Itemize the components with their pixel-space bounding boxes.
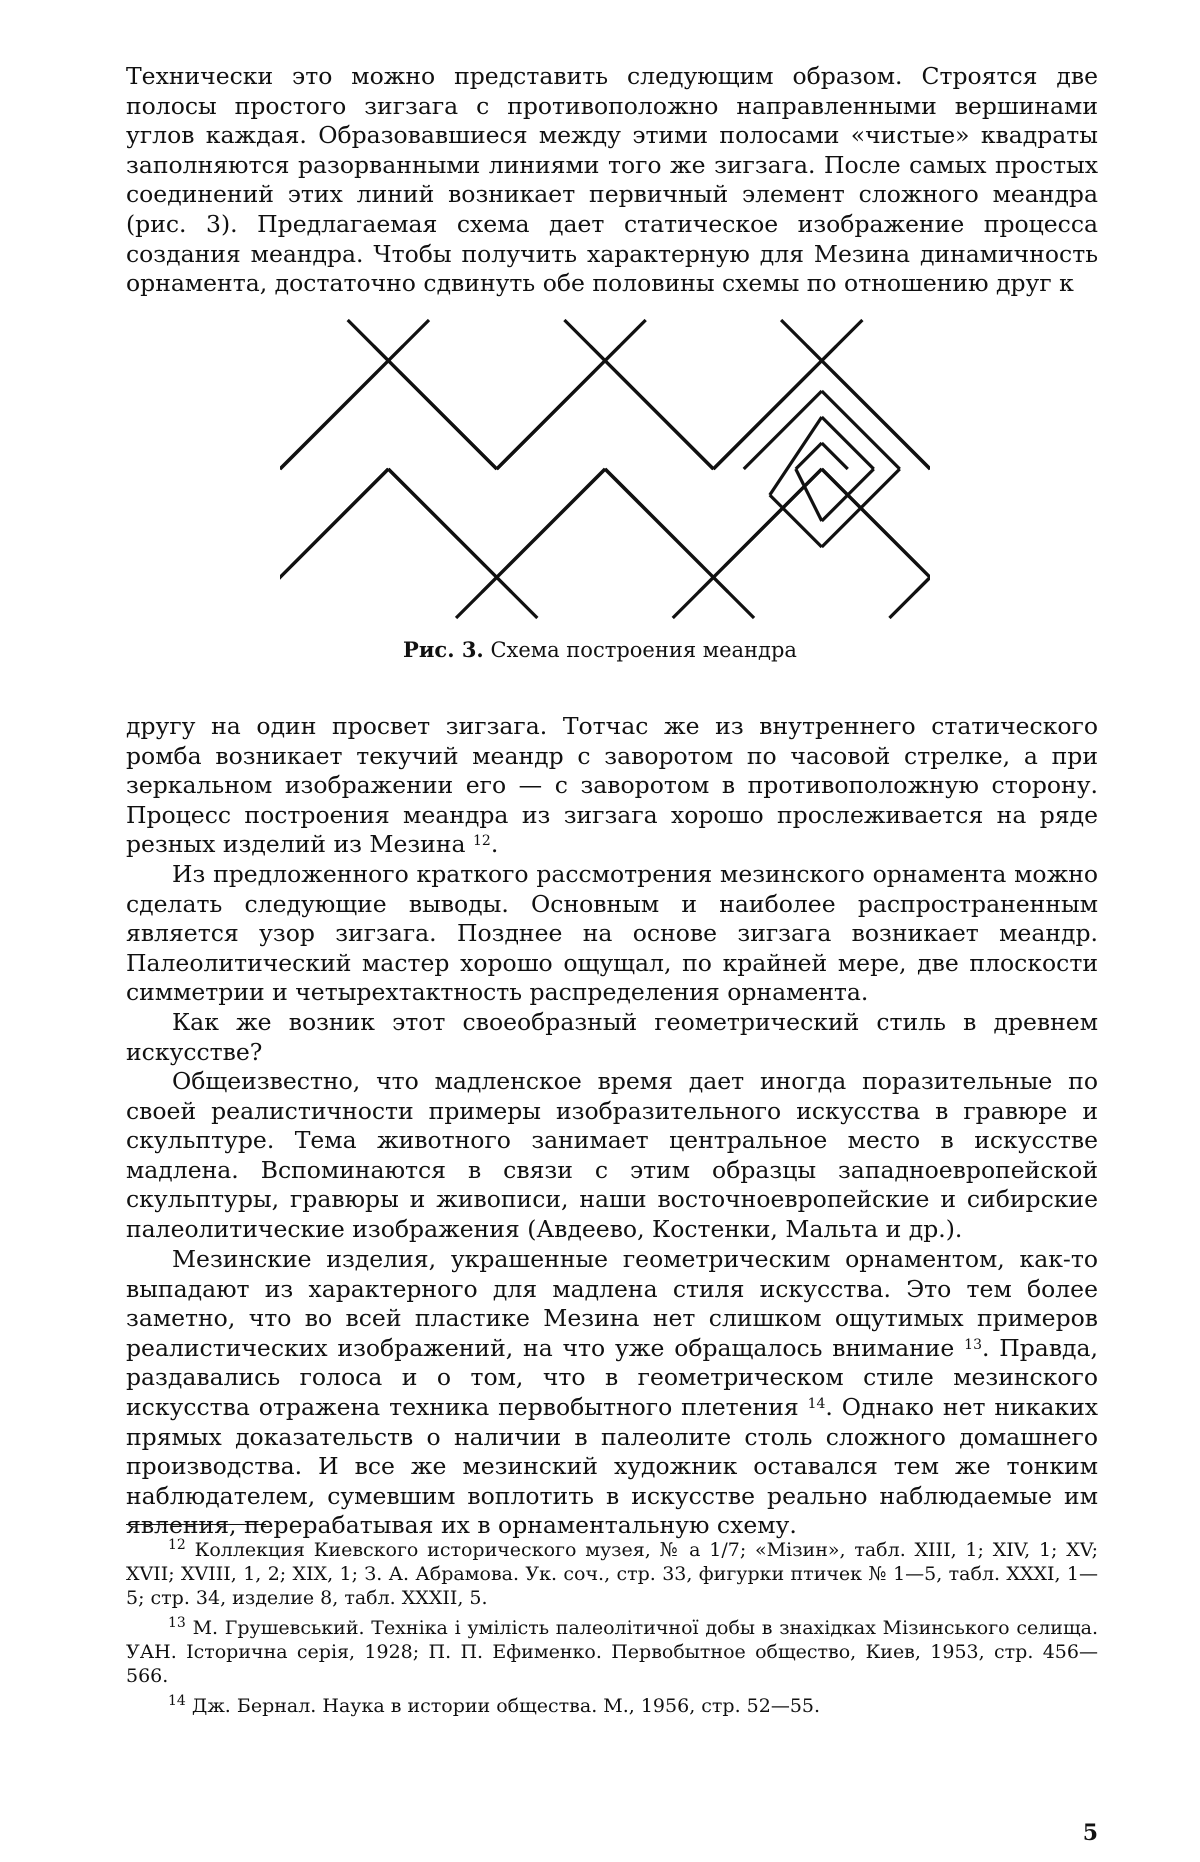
meander-spiral-line [822, 417, 874, 469]
page-number: 5 [1082, 1820, 1098, 1846]
footnote-divider [126, 1524, 266, 1525]
paragraph-1 [126, 62, 1098, 299]
zigzag-bottom-line [605, 469, 624, 488]
meander-spiral-line [796, 443, 822, 469]
paragraph-3 [126, 860, 1098, 1008]
figure-caption-label: Рис. 3. [403, 637, 484, 662]
paragraph-6-text-b: . Правда, раздавались голоса и о том, что в геометрическом стиле мезинского искусства отражена техника первобытного плетения [126, 1333, 1098, 1421]
footnote-14-text: Дж. Бернал. Наука в истории общества. М., 1956, стр. 52—55. [191, 1695, 821, 1717]
paragraph-6-text-c: . Однако нет никаких прямых доказательств о наличии в палеолите столь сложного домашнего производства. И все же мезинский художник оставался тем же тонким наблюдателем, сумевшим воплотить в искусстве реально наблюдаемые им явления, перерабатывая их в орнаментальную схему. [126, 1392, 1098, 1540]
meander-figure [280, 318, 930, 620]
footnote-14 [126, 1694, 1098, 1718]
zigzag-bottom-line [280, 469, 388, 618]
footnote-ref-13[interactable]: 13 [964, 1336, 982, 1353]
zigzag-bottom-line [822, 469, 841, 488]
zigzag-top-line [497, 450, 516, 469]
footnote-ref-14[interactable]: 14 [807, 1395, 826, 1412]
footnote-13-number: 13 [168, 1615, 186, 1631]
paragraph-2-end: . [490, 830, 499, 859]
zigzag-top-line [713, 450, 732, 469]
footnote-ref-12[interactable]: 12 [473, 833, 491, 850]
paragraph-5 [126, 1067, 1098, 1245]
paragraph-3-text: Из предложенного краткого рассмотрения мезинского орнамента можно сделать следующие выводы. Основным и наиболее распространенным является узор зигзага. Позднее на основе зигзага возникает меандр. Палеолитический мастер хорошо ощущал, по крайней мере, две плоскости симметрии и четырехтактность распределения орнамента. [126, 860, 1098, 1007]
zigzag-bottom-line [369, 469, 388, 488]
zigzag-bottom-line [586, 469, 605, 488]
meander-scheme-drawing [280, 318, 930, 620]
footnote-12 [126, 1538, 1098, 1610]
paragraph-6 [126, 1245, 1098, 1541]
footnote-13-text: М. Грушевський. Техніка і умілість палеолітичної добы в знахідках Мізинського селища. УАН. Історична серія, 1928; П. П. Ефименко. Первобытное общество, Киев, 1953, стр. 456—566. [126, 1617, 1098, 1687]
footnote-12-text: Коллекция Киевского исторического музея, № а 1/7; «Мізин», табл. XIII, 1; XIV, 1; XV; XVII; XVIII, 1, 2; XIX, 1; З. А. Абрамова. Ук. соч., стр. 33, фигурки птичек № 1—5, табл. XXXI, 1—5; стр. 34, изделие 8, табл. XXXII, 5. [126, 1539, 1098, 1609]
footnote-12-number: 12 [168, 1537, 186, 1553]
paragraph-4 [126, 1008, 1098, 1067]
meander-spiral-line [796, 469, 822, 521]
meander-spiral-line [822, 443, 848, 469]
paragraph-6-text-a: Мезинские изделия, украшенные геометрическим орнаментом, как-то выпадают из характерного для мадлена стиля искусства. Это тем более заметно, что во всей пластике Мезина нет слишком ощутимых примеров реалистических изображений, на что уже обращалось внимание [126, 1245, 1098, 1362]
zigzag-top-line [911, 450, 930, 469]
zigzag-top-line [694, 450, 713, 469]
paragraph-2 [126, 712, 1098, 860]
figure-caption-text: Схема построения меандра [490, 638, 797, 662]
paragraph-5-text: Общеизвестно, что мадленское время дает иногда поразительные по своей реалистичности примеры изобразительного искусства в гравюре и скульптуре. Тема животного занимает центральное место в искусстве мадлена. Вспоминаются в связи с этим образцы западноевропейской скульптуры, гравюры и живописи, наши восточноевропейские и сибирские палеолитические изображения (Авдеево, Костенки, Мальта и др.). [126, 1067, 1098, 1243]
zigzag-top-line [478, 450, 497, 469]
footnote-14-number: 14 [168, 1693, 186, 1709]
zigzag-bottom-line [388, 469, 407, 488]
meander-spiral-line [744, 391, 822, 469]
paragraph-4-text: Как же возник этот своеобразный геометрический стиль в древнем искусстве? [126, 1008, 1098, 1066]
zigzag-top-line [280, 450, 299, 469]
figure-caption [0, 637, 1200, 663]
footnote-13 [126, 1616, 1098, 1688]
paragraph-1-text: Технически это можно представить следующим образом. Строятся две полосы простого зигзага с противоположно направленными вершинами углов каждая. Образовавшиеся между этими полосами «чистые» квадраты заполняются разорванными линиями того же зигзага. После самых простых соединений этих линий возникает первичный элемент сложного меандра (рис. 3). Предлагаемая схема дает статическое изображение процесса создания меандра. Чтобы получить характерную для Мезина динамичность орнамента, достаточно сдвинуть обе половины схемы по отношению друг к [126, 62, 1098, 298]
meander-spiral-line [770, 417, 822, 495]
paragraph-2-text: другу на один просвет зигзага. Тотчас же из внутреннего статического ромба возникает текучий меандр с заворотом по часовой стрелке, а при зеркальном изображении его — с заворотом в противоположную сторону. Процесс построения меандра из зигзага хорошо прослеживается на ряде резных изделий из Мезина [126, 712, 1098, 859]
